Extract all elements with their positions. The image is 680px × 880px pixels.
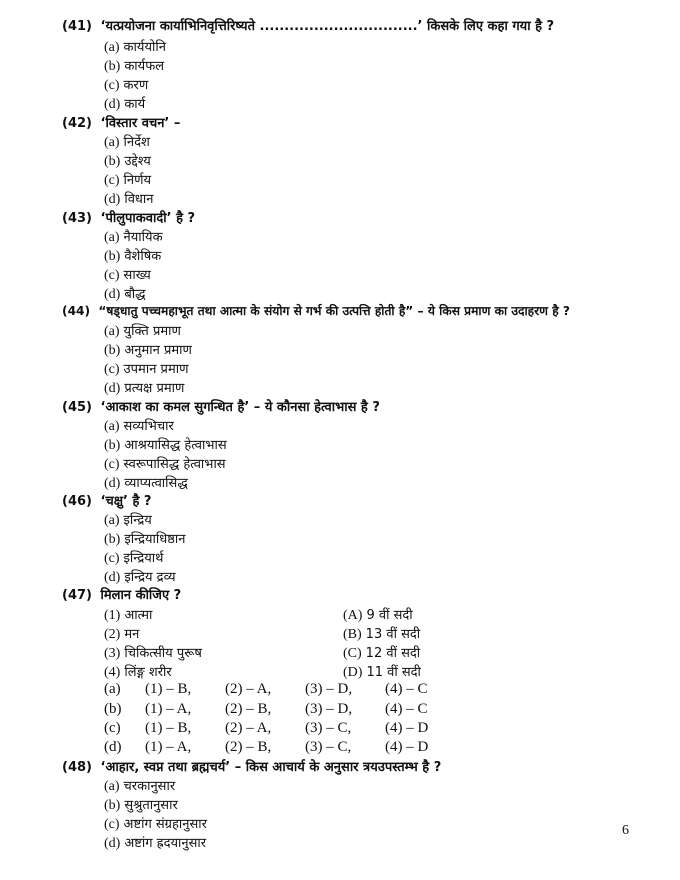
question-text: ‘आकाश का कमल सुगन्धित है’ – ये कौनसा हेत्वाभास है ?: [100, 400, 380, 415]
option-letter: (c): [104, 362, 120, 377]
answer-pair: (4) – C: [385, 681, 428, 697]
option-letter: (c): [104, 457, 120, 472]
option-letter: (a): [104, 779, 120, 794]
answer-pair: (2) – A,: [225, 681, 272, 697]
option-text: इन्द्रिय: [123, 513, 152, 528]
question-number: (47): [62, 588, 92, 603]
option-text: कार्ययोनि: [123, 40, 166, 55]
option-letter: (c): [104, 173, 120, 188]
question-45: [62, 397, 380, 415]
answer-pair: (3) – C,: [305, 739, 352, 755]
option: [104, 795, 178, 814]
option-text: सुश्रुतानुसार: [124, 798, 178, 813]
match-code: (C): [343, 646, 362, 661]
option-letter: (c): [104, 817, 120, 832]
match-text: 13 वीं सदी: [365, 627, 421, 642]
option: [104, 776, 175, 795]
option-letter: (d): [104, 287, 121, 302]
answer-letter: (b): [104, 701, 122, 717]
option: [104, 132, 150, 151]
question-47: [62, 585, 181, 603]
question-text: ‘विस्तार वचन’ –: [100, 116, 181, 131]
match-text: मन: [124, 627, 140, 642]
question-41: [62, 16, 554, 34]
option: [104, 359, 188, 378]
option: [104, 833, 206, 852]
option-text: निर्देश: [123, 135, 150, 150]
match-text: 9 वीं सदी: [366, 608, 413, 623]
option: [104, 529, 186, 548]
option-text: इन्द्रियाधिष्ठान: [124, 532, 186, 547]
answer-pair: (1) – B,: [145, 681, 192, 697]
match-text: चिकित्सीय पुरूष: [124, 646, 202, 661]
option-text: अष्टांग संग्रहानुसार: [123, 817, 207, 832]
question-43: [62, 208, 195, 226]
option-text: स्वरूपासिद्ध हेत्वाभास: [123, 457, 226, 472]
answer-pair: (3) – D,: [305, 701, 353, 717]
option: [104, 75, 148, 94]
answer-letter: (c): [104, 720, 121, 736]
option-letter: (b): [104, 343, 121, 358]
option: [104, 94, 145, 113]
option: [104, 340, 192, 359]
option-text: विधान: [124, 192, 154, 207]
option-letter: (b): [104, 59, 121, 74]
option-text: करण: [123, 78, 149, 93]
match-text: 12 वीं सदी: [365, 646, 421, 661]
option-letter: (c): [104, 551, 120, 566]
answer-pair: (4) – C: [385, 701, 428, 717]
match-code: (2): [104, 627, 121, 642]
match-left-item: [104, 605, 152, 624]
option-text: कार्यफल: [124, 59, 165, 74]
option-text: बौद्ध: [124, 287, 146, 302]
option-text: चरकानुसार: [123, 779, 176, 794]
question-number: (43): [62, 211, 92, 226]
match-code: (A): [343, 608, 363, 623]
option: [104, 416, 174, 435]
match-code: (1): [104, 608, 121, 623]
question-text: ‘आहार, स्वप्न तथा ब्रह्मचर्य’ – किस आचार्य के अनुसार त्रयउपस्तम्भ है ?: [100, 760, 442, 775]
option-text: इन्द्रिय द्रव्य: [124, 570, 176, 585]
option: [104, 284, 146, 303]
option-letter: (d): [104, 192, 121, 207]
option-letter: (d): [104, 570, 121, 585]
option-letter: (d): [104, 97, 121, 112]
question-46: [62, 491, 151, 509]
answer-pair: (3) – C,: [305, 720, 352, 736]
option-text: आश्रयासिद्ध हेत्वाभास: [124, 438, 227, 453]
match-left-item: [104, 624, 139, 643]
option: [104, 227, 163, 246]
option-text: युक्ति प्रमाण: [123, 324, 181, 339]
option-text: उपमान प्रमाण: [123, 362, 189, 377]
match-code: (4): [104, 665, 121, 680]
question-text: मिलान कीजिए ?: [100, 588, 182, 603]
option-text: इन्द्रियार्थ: [123, 551, 164, 566]
question-44: [62, 302, 570, 319]
option: [104, 321, 181, 340]
answer-pair: (2) – B,: [225, 701, 272, 717]
option: [104, 56, 164, 75]
option-letter: (b): [104, 532, 121, 547]
option-text: नैयायिक: [123, 230, 163, 245]
question-42: [62, 113, 180, 131]
match-left-item: [104, 643, 202, 662]
option-letter: (b): [104, 154, 121, 169]
option-text: वैशेषिक: [124, 249, 162, 264]
answer-pair: (1) – A,: [145, 739, 192, 755]
match-code: (D): [343, 665, 363, 680]
answer-pair: (1) – B,: [145, 720, 192, 736]
option-text: उद्देश्य: [124, 154, 151, 169]
option-letter: (a): [104, 513, 120, 528]
option: [104, 170, 151, 189]
question-number: (46): [62, 494, 92, 509]
option-text: कार्य: [124, 97, 146, 112]
option-letter: (a): [104, 324, 120, 339]
option-letter: (b): [104, 798, 121, 813]
question-number: (42): [62, 116, 92, 131]
answer-pair: (2) – A,: [225, 720, 272, 736]
match-code: (B): [343, 627, 362, 642]
question-48: [62, 757, 441, 775]
option: [104, 454, 226, 473]
answer-pair: (4) – D: [385, 720, 429, 736]
option-letter: (c): [104, 78, 120, 93]
option-letter: (a): [104, 230, 120, 245]
question-text: “षड्धातु पच्चमहाभूत तथा आत्मा के संयोग से गर्भ की उत्पत्ति होती है” – ये किस प्रमाण का उदाहरण है ?: [98, 304, 570, 318]
option: [104, 510, 152, 529]
question-number: (45): [62, 400, 92, 415]
answer-letter: (a): [104, 681, 121, 697]
option-letter: (b): [104, 249, 121, 264]
answer-letter: (d): [104, 739, 122, 755]
question-text: ‘चक्षु’ है ?: [100, 494, 152, 509]
option-text: प्रत्यक्ष प्रमाण: [124, 381, 185, 396]
answer-pair: (2) – B,: [225, 739, 272, 755]
match-right-item: [343, 605, 413, 624]
match-right-item: [343, 643, 420, 662]
question-number: (41): [62, 19, 92, 34]
option: [104, 189, 154, 208]
option-text: सव्यभिचार: [123, 419, 174, 434]
match-right-item: [343, 624, 420, 643]
match-text: लिंङ्ग शरीर: [124, 665, 172, 680]
question-text: ‘यत्प्रयोजना कार्याभिनिवृत्तिरिष्यते ................................’ किसके लिए कहा गया है ?: [100, 19, 555, 34]
page-number: 6: [622, 823, 629, 838]
option-letter: (a): [104, 135, 120, 150]
option-letter: (d): [104, 476, 121, 491]
option: [104, 37, 166, 56]
option-letter: (b): [104, 438, 121, 453]
option: [104, 814, 207, 833]
option-letter: (d): [104, 381, 121, 396]
option-text: व्याप्यत्वासिद्ध: [124, 476, 188, 491]
option: [104, 265, 151, 284]
option-letter: (d): [104, 836, 121, 851]
match-code: (3): [104, 646, 121, 661]
option-text: अनुमान प्रमाण: [124, 343, 192, 358]
option-text: अष्टांग ह्रदयानुसार: [124, 836, 207, 851]
option: [104, 567, 176, 586]
match-text: आत्मा: [124, 608, 153, 623]
match-right-item: [343, 662, 421, 681]
option: [104, 246, 161, 265]
option: [104, 435, 227, 454]
option: [104, 378, 184, 397]
option-text: निर्णय: [123, 173, 152, 188]
answer-pair: (3) – D,: [305, 681, 353, 697]
option: [104, 473, 188, 492]
answer-pair: (1) – A,: [145, 701, 192, 717]
option-letter: (c): [104, 268, 120, 283]
question-number: (44): [62, 304, 91, 318]
match-left-item: [104, 662, 172, 681]
option-letter: (a): [104, 40, 120, 55]
match-text: 11 वीं सदी: [366, 665, 421, 680]
option-text: साख्य: [123, 268, 151, 283]
option: [104, 548, 163, 567]
question-text: ‘पीलुपाकवादी’ है ?: [100, 211, 196, 226]
option: [104, 151, 151, 170]
option-letter: (a): [104, 419, 120, 434]
question-number: (48): [62, 760, 92, 775]
answer-pair: (4) – D: [385, 739, 429, 755]
